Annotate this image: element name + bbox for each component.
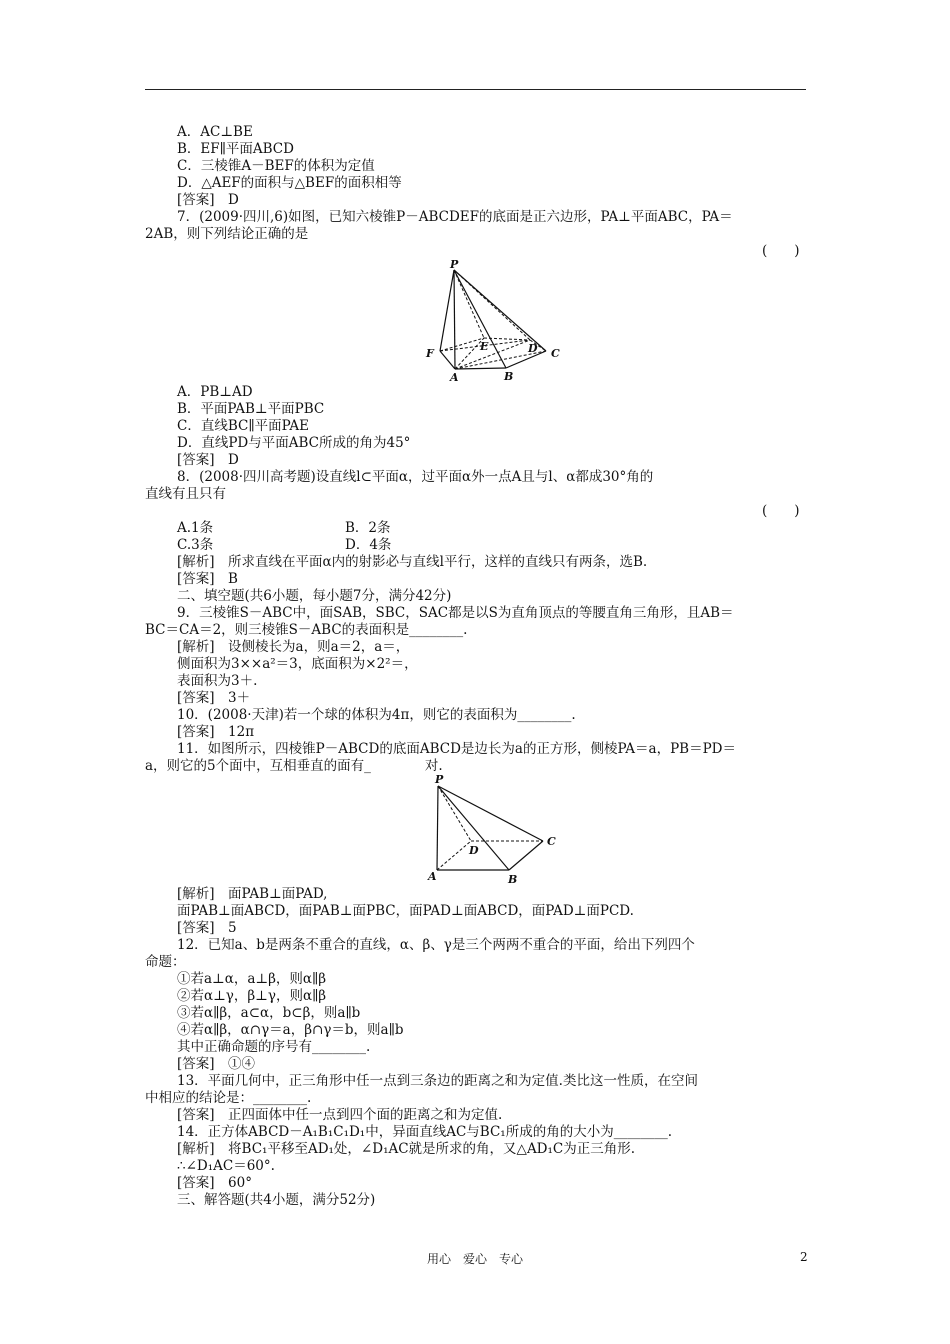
option-a: A.1条 xyxy=(177,520,214,536)
question-11: 11．如图所示，四棱锥P－ABCD的底面ABCD是边长为a的正方形，侧棱PA＝a，PB＝PD＝ xyxy=(177,741,737,757)
hexagonal-pyramid-figure xyxy=(418,258,568,383)
option-a: A．PB⊥AD xyxy=(177,384,253,400)
label-c: C xyxy=(547,835,556,848)
answer: [答案] 5 xyxy=(177,920,237,936)
question-8: 8．(2008·四川高考题)设直线l⊂平面α，过平面α外一点A且与l、α都成30°角的 xyxy=(177,469,654,485)
proposition-1: ①若a⊥α，a⊥β，则α∥β xyxy=(177,971,327,987)
label-a: A xyxy=(450,371,459,383)
square-pyramid-figure xyxy=(425,774,560,886)
label-b: B xyxy=(508,873,518,886)
option-d: D．4条 xyxy=(345,537,392,553)
label-p: P xyxy=(435,774,444,786)
option-c: C.3条 xyxy=(177,537,214,553)
question-7-cont: 2AB，则下列结论正确的是 xyxy=(145,226,309,242)
option-d: D．直线PD与平面ABC所成的角为45° xyxy=(177,435,411,451)
section-heading: 三、解答题(共4小题，满分52分) xyxy=(177,1192,376,1208)
analysis-cont: 表面积为3＋. xyxy=(177,673,258,689)
page-number: 2 xyxy=(800,1250,808,1264)
label-p: P xyxy=(450,258,459,271)
question-12: 12．已知a、b是两条不重合的直线，α、β、γ是三个两两不重合的平面，给出下列四个 xyxy=(177,937,695,953)
footer-motto: 用心 爱心 专心 xyxy=(426,1252,523,1266)
analysis: [解析] 将BC₁平移至AD₁处，∠D₁AC就是所求的角，又△AD₁C为正三角形. xyxy=(177,1141,636,1157)
answer: [答案] D xyxy=(177,452,239,468)
answer: [答案] 60° xyxy=(177,1175,252,1191)
answer: [答案] 正四面体中任一点到四个面的距离之和为定值. xyxy=(177,1107,503,1123)
proposition-2: ②若α⊥γ，β⊥γ，则α∥β xyxy=(177,988,327,1004)
analysis-cont: ∴∠D₁AC＝60°. xyxy=(177,1158,275,1174)
label-f: F xyxy=(426,347,434,360)
analysis: [解析] 设侧棱长为a，则a＝2，a＝， xyxy=(177,639,410,655)
option-b: B．2条 xyxy=(345,520,391,536)
option-c: C．直线BC∥平面PAE xyxy=(177,418,310,434)
option-b: B．平面PAB⊥平面PBC xyxy=(177,401,325,417)
label-d: D xyxy=(528,342,538,355)
analysis-cont: 侧面积为3××a²＝3，底面积为×2²＝， xyxy=(177,656,418,672)
question-9-cont: BC＝CA＝2，则三棱锥S－ABC的表面积是________. xyxy=(145,622,468,638)
question-14: 14．正方体ABCD－A₁B₁C₁D₁中，异面直线AC与BC₁所成的角的大小为________. xyxy=(177,1124,673,1140)
option-d: D．△AEF的面积与△BEF的面积相等 xyxy=(177,175,402,191)
analysis: [解析] 面PAB⊥面PAD, xyxy=(177,886,328,902)
label-b: B xyxy=(504,370,514,383)
answer: [答案] 3＋ xyxy=(177,690,251,706)
question-8-cont: 直线有且只有 xyxy=(145,486,226,502)
header-rule xyxy=(145,89,806,90)
answer-paren: ( ) xyxy=(762,503,800,519)
section-heading: 二、填空题(共6小题，每小题7分，满分42分) xyxy=(177,588,452,604)
answer: [答案] B xyxy=(177,571,238,587)
question-12-cont: 命题： xyxy=(145,954,186,970)
proposition-4: ④若α∥β，α∩γ＝a，β∩γ＝b，则a∥b xyxy=(177,1022,404,1038)
analysis: [解析] 所求直线在平面α内的射影必与直线l平行，这样的直线只有两条，选B. xyxy=(177,554,648,570)
answer: [答案] ①④ xyxy=(177,1056,256,1072)
label-a: A xyxy=(428,870,437,883)
answer-paren: ( ) xyxy=(762,243,800,259)
label-c: C xyxy=(551,347,560,360)
label-e: E xyxy=(480,340,489,353)
question-11-cont: a，则它的5个面中，互相垂直的面有_ 对. xyxy=(145,758,443,774)
label-d: D xyxy=(469,844,479,857)
question-13-cont: 中相应的结论是：________. xyxy=(145,1090,312,1106)
option-a: A．AC⊥BE xyxy=(177,124,253,140)
question-9: 9．三棱锥S－ABC中，面SAB，SBC，SAC都是以S为直角顶点的等腰直角三角形，且AB＝ xyxy=(177,605,734,621)
question-10: 10．(2008·天津)若一个球的体积为4π，则它的表面积为________. xyxy=(177,707,576,723)
proposition-3: ③若α∥β，a⊂α，b⊂β，则a∥b xyxy=(177,1005,361,1021)
answer: [答案] D xyxy=(177,192,239,208)
answer: [答案] 12π xyxy=(177,724,255,740)
question-12-ask: 其中正确命题的序号有________. xyxy=(177,1039,371,1055)
option-b: B．EF∥平面ABCD xyxy=(177,141,294,157)
question-7: 7．(2009·四川,6)如图，已知六棱锥P－ABCDEF的底面是正六边形，PA⊥平面ABC，PA＝ xyxy=(177,209,733,225)
analysis-cont: 面PAB⊥面ABCD，面PAB⊥面PBC，面PAD⊥面ABCD，面PAD⊥面PCD. xyxy=(177,903,634,919)
question-13: 13．平面几何中，正三角形中任一点到三条边的距离之和为定值.类比这一性质，在空间 xyxy=(177,1073,698,1089)
option-c: C．三棱锥A－BEF的体积为定值 xyxy=(177,158,375,174)
